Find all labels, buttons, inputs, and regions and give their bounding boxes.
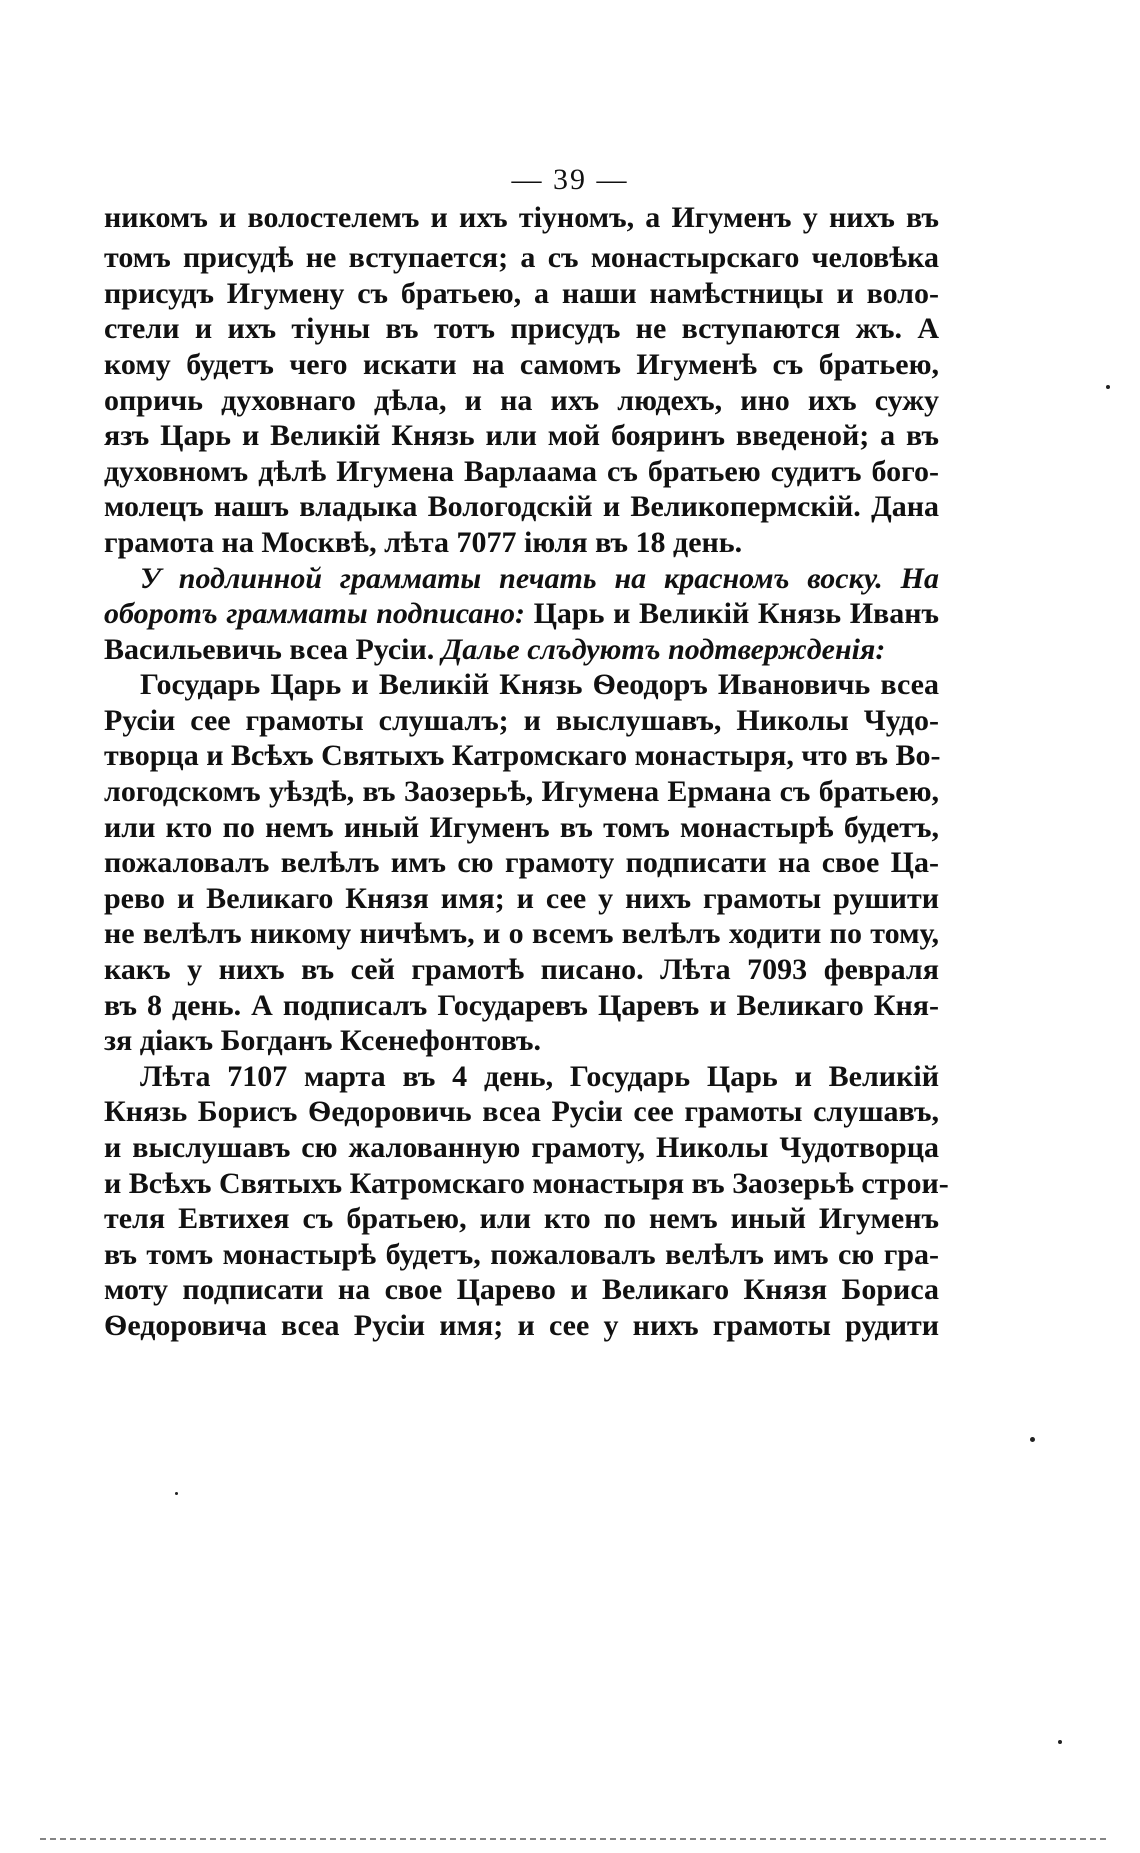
text-line: зя діакъ Богданъ Ксенефонтовъ. xyxy=(104,1024,542,1057)
text-line: молецъ нашъ владыка Вологодскій и Великопермскій. Дана xyxy=(104,490,939,523)
note-fragment: Васильевичь всеа Русіи. xyxy=(104,633,442,666)
text-line: не велѣлъ никому ничѣмъ, и о всемъ велѣлъ ходити по тому, xyxy=(104,917,939,950)
text-line: какъ у нихъ въ сей грамотѣ писано. Лѣта 7093 февраля xyxy=(104,953,939,986)
scan-speck xyxy=(1106,385,1110,389)
text-line: Лѣта 7107 марта въ 4 день, Государь Царь и Великій xyxy=(140,1060,939,1093)
text-line: Князь Борисъ Ѳедоровичь всеа Русіи сее грамоты слушавъ, xyxy=(104,1095,939,1128)
text-line: логодскомъ уѣздѣ, въ Заозерьѣ, Игумена Ермана съ братьею, xyxy=(104,775,939,808)
scan-edge-rule xyxy=(40,1838,1110,1840)
italic-note-fragment: Далье слъдуютъ подтвержденія: xyxy=(441,633,886,666)
text-line: никомъ и волостелемъ и ихъ тіуномъ, а Игуменъ у нихъ въ xyxy=(104,201,939,234)
page-number: — 39 — xyxy=(511,163,629,196)
note-fragment: Царь и Великій Князь Иванъ xyxy=(524,597,940,630)
text-line: и Всѣхъ Святыхъ Катромскаго монастыря въ Заозерьѣ строи- xyxy=(104,1167,949,1200)
text-line: томъ присудѣ не вступается; а съ монастырскаго человѣка xyxy=(104,241,939,274)
text-line: рево и Великаго Князя имя; и сее у нихъ грамоты рушити xyxy=(104,882,939,915)
scan-speck xyxy=(1030,1437,1035,1442)
text-line: Государь Царь и Великій Князь Ѳеодоръ Ивановичь всеа xyxy=(140,668,939,701)
text-line: духовномъ дѣлѣ Игумена Варлаама съ братьею судитъ бого- xyxy=(104,455,939,488)
text-line: опричь духовнаго дѣла, и на ихъ людехъ, ино ихъ сужу xyxy=(104,384,939,417)
italic-note-line: У подлинной грамматы печать на красномъ воску. На xyxy=(140,562,939,595)
text-line: пожаловалъ велѣлъ имъ сю грамоту подписати на свое Ца- xyxy=(104,846,939,879)
text-line: и выслушавъ сю жалованную грамоту, Николы Чудотворца xyxy=(104,1131,939,1164)
text-line: моту подписати на свое Царево и Великаго Князя Бориса xyxy=(104,1273,939,1306)
scan-speck xyxy=(1058,1740,1062,1744)
text-line: присудъ Игумену съ братьею, а наши намѣстницы и воло- xyxy=(104,277,939,310)
italic-note-fragment: оборотъ грамматы подписано: xyxy=(104,597,525,630)
text-line: или кто по немъ иный Игуменъ въ томъ монастырѣ будетъ, xyxy=(104,811,939,844)
text-line: язъ Царь и Великій Князь или мой бояринъ введеной; а въ xyxy=(104,419,939,452)
text-line: Ѳедоровича всеа Русіи имя; и сее у нихъ грамоты рудити xyxy=(104,1309,939,1342)
text-line: въ томъ монастырѣ будетъ, пожаловалъ велѣлъ имъ сю гра- xyxy=(104,1238,939,1271)
text-line: грамота на Москвѣ, лѣта 7077 іюля въ 18 день. xyxy=(104,526,743,559)
text-line: стели и ихъ тіуны въ тотъ присудъ не вступаются жъ. А xyxy=(104,312,939,345)
text-line: Русіи сее грамоты слушалъ; и выслушавъ, Николы Чудо- xyxy=(104,704,939,737)
text-line: теля Евтихея съ братьею, или кто по немъ иный Игуменъ xyxy=(104,1202,939,1235)
text-line: въ 8 день. А подписалъ Государевъ Царевъ и Великаго Кня- xyxy=(104,989,939,1022)
italic-note-line xyxy=(104,632,939,668)
italic-note-line xyxy=(104,596,939,632)
text-line: кому будетъ чего искати на самомъ Игуменѣ съ братьею, xyxy=(104,348,939,381)
scan-speck xyxy=(175,1492,178,1495)
text-line: творца и Всѣхъ Святыхъ Катромскаго монастыря, что въ Во- xyxy=(104,739,941,772)
